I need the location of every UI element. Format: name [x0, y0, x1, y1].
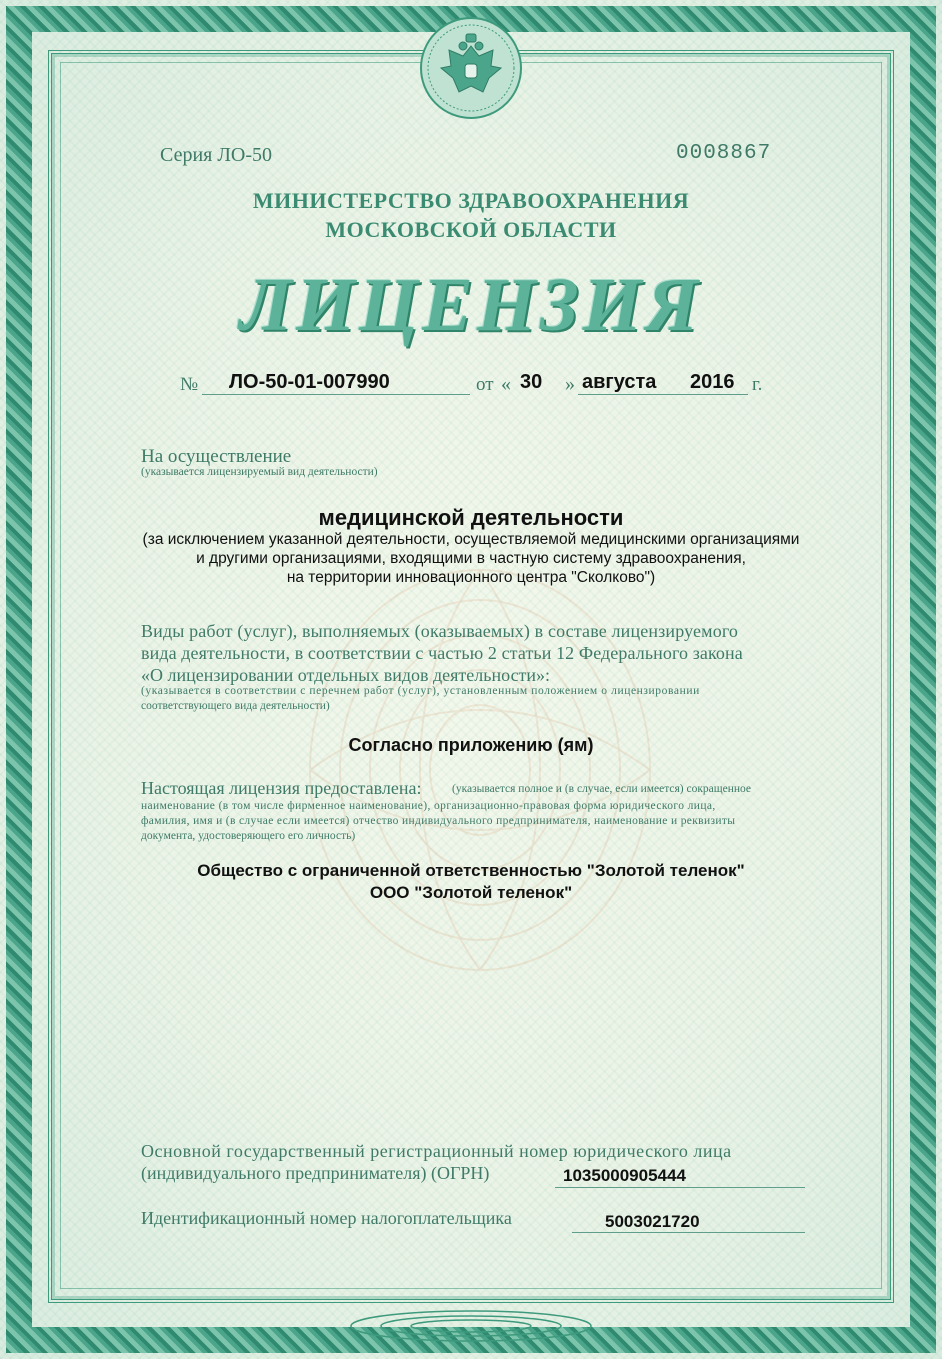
inn-underline [572, 1232, 805, 1233]
license-month: августа [582, 371, 657, 393]
license-year: 2016 [690, 371, 735, 393]
purpose-label: На осуществление [141, 446, 292, 467]
quote-open: « [501, 373, 511, 395]
activity-note-line-2: и другими организациями, входящими в частную систему здравоохранения, [196, 550, 746, 567]
works-label-line-1: Виды работ (услуг), выполняемых (оказываемых) в составе лицензируемого [141, 621, 739, 641]
coat-of-arms-icon [419, 16, 523, 120]
licensee-full-name: Общество с ограниченной ответственностью "Золотой теленок" [197, 861, 745, 880]
blank-number: 0008867 [676, 142, 772, 165]
licensee-hint-inline: (указывается полное и (в случае, если имеется) сокращенное [452, 783, 752, 795]
works-value: Согласно приложению (ям) [348, 735, 594, 755]
works-label-line-3: «О лицензировании отдельных видов деятельности»: [141, 665, 551, 685]
works-hint-line-1: (указывается в соответствии с перечнем работ (услуг), установленным положением о лицензировании [141, 685, 700, 697]
ogrn-underline [555, 1187, 805, 1188]
bottom-ornament-icon [341, 1306, 601, 1346]
works-label-line-2: вида деятельности, в соответствии с частью 2 статьи 12 Федерального закона [141, 643, 743, 663]
number-label: № [180, 374, 199, 395]
inn-value: 5003021720 [605, 1212, 700, 1231]
licensee-hint-line-2: фамилия, имя и (в случае если имеется) отчество индивидуального предпринимателя, наименование и реквизиты [141, 815, 736, 827]
inn-label: Идентификационный номер налогоплательщика [141, 1208, 512, 1228]
activity-note-line-3: на территории инновационного центра "Сколково") [286, 569, 656, 586]
ogrn-value: 1035000905444 [563, 1166, 686, 1185]
document-title: ЛИЦЕНЗИЯ [239, 263, 703, 347]
activity-note-line-1: (за исключением указанной деятельности, осуществляемой медицинскими организациями [142, 531, 800, 548]
license-number: ЛО-50-01-007990 [229, 371, 390, 393]
series-label: Серия ЛО-50 [160, 144, 273, 166]
quote-close: » [565, 373, 575, 395]
licensee-label: Настоящая лицензия предоставлена: [141, 778, 422, 798]
year-suffix: г. [752, 374, 763, 395]
ogrn-label-line-1: Основной государственный регистрационный номер юридического лица [141, 1141, 732, 1161]
purpose-hint: (указывается лицензируемый вид деятельности) [141, 466, 378, 478]
licensee-hint-line-1: наименование (в том числе фирменное наименование), организационно-правовая форма юридического лица, [141, 800, 716, 812]
ogrn-label-line-2: (индивидуального предпринимателя) (ОГРН) [141, 1163, 490, 1183]
licensee-short-name: ООО "Золотой теленок" [369, 883, 573, 902]
number-underline [202, 394, 470, 395]
issuer-line-1: МИНИСТЕРСТВО ЗДРАВООХРАНЕНИЯ [252, 188, 690, 213]
date-underline [578, 394, 748, 395]
license-day: 30 [520, 371, 543, 393]
issuer-line-2: МОСКОВСКОЙ ОБЛАСТИ [325, 217, 617, 242]
works-hint-line-2: соответствующего вида деятельности) [141, 700, 330, 712]
date-from-label: от [476, 374, 494, 395]
licensee-hint-line-3: документа, удостоверяющего его личность) [141, 830, 356, 842]
licensed-activity: медицинской деятельности [318, 505, 624, 530]
